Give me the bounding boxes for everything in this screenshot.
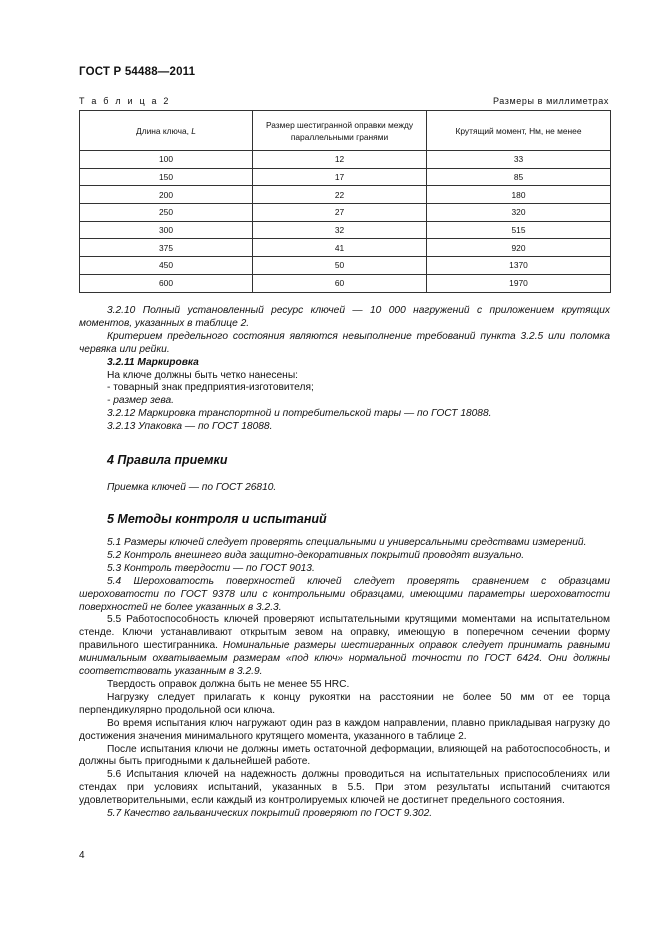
cell-torque: 320: [427, 204, 611, 222]
heading-3-2-11: 3.2.11 Маркировка: [107, 356, 199, 368]
column-header-mandrel-size: Размер шестигранной оправки между параллельными гранями: [253, 111, 427, 151]
cell-length: 450: [80, 257, 253, 275]
cell-length: 600: [80, 274, 253, 292]
paragraph-5-5: [79, 614, 610, 679]
paragraph-loading: Во время испытания ключ нагружают один раз в каждом направлении, плавно прикладывая нагрузку до достижения значения минимального крутящего момента, указанного в таблице 2.: [79, 717, 610, 742]
cell-mandrel-size: 32: [253, 221, 427, 239]
paragraph-3-2-13: 3.2.13 Упаковка — по ГОСТ 18088.: [107, 421, 273, 433]
paragraph-acceptance: Приемка ключей — по ГОСТ 26810.: [107, 482, 277, 493]
cell-mandrel-size: 27: [253, 204, 427, 222]
table-row: [80, 168, 611, 186]
section-3-text: [79, 305, 610, 434]
cell-mandrel-size: 60: [253, 274, 427, 292]
table-row: [80, 257, 611, 275]
section-5-title: 5 Методы контроля и испытаний: [107, 512, 327, 526]
cell-torque: 920: [427, 239, 611, 257]
paragraph-5-5-regular: 5.5 Работоспособность ключей проверяют испытательными крутящими моментами на испытательном стенде. Ключи устанавливают открытым зевом на оправку, имеющую в поперечном сечении форму правильного шестигранника.: [79, 614, 610, 652]
cell-length: 100: [80, 151, 253, 169]
paragraph-3-2-10: 3.2.10 Полный установленный ресурс ключей — 10 000 нагружений с приложением крутящих моментов, указанных в таблице 2.: [79, 305, 610, 329]
paragraph-5-1: 5.1 Размеры ключей следует проверять специальными и универсальными средствами измерений.: [107, 537, 587, 548]
table-row: [80, 204, 611, 222]
paragraph-hardness: Твердость оправок должна быть не менее 55 HRC.: [107, 678, 350, 690]
paragraph-5-6: 5.6 Испытания ключей на надежность должны проводиться на испытательных приспособлениях или стендах при условиях испытаний, указанных в 5.5. При этом результаты испытаний считаются удовлетворительными, если каждый из контролируемых ключей не достигнет предельного состояния.: [79, 769, 610, 807]
cell-length: 250: [80, 204, 253, 222]
standard-header: ГОСТ Р 54488—2011: [79, 66, 196, 78]
table-units-note: Размеры в миллиметрах: [492, 96, 609, 106]
cell-mandrel-size: 17: [253, 168, 427, 186]
table-body: [80, 151, 611, 293]
table-label: Т а б л и ц а 2: [79, 96, 171, 106]
cell-torque: 1370: [427, 257, 611, 275]
paragraph-5-5-italic: Номинальные размеры шестигранных оправок следует принимать равными минимальным охватываемым размерам «под ключ» нормальной точности по ГОСТ 6424. Они должны соответствовать указанным в 3.2.9.: [79, 640, 610, 678]
column-header-torque: Крутящий момент, Нм, не менее: [427, 111, 611, 151]
paragraph-marking-intro: На ключе должны быть четко нанесены:: [107, 369, 298, 381]
paragraph-5-2: 5.2 Контроль внешнего вида защитно-декоративных покрытий проводят визуально.: [107, 549, 525, 561]
marking-list-item: - товарный знак предприятия-изготовителя;: [107, 382, 314, 394]
paragraph-load: Нагрузку следует прилагать к концу рукоятки на расстоянии не более 50 мм от ее торца перпендикулярно продольной оси ключа.: [79, 691, 610, 716]
cell-torque: 180: [427, 186, 611, 204]
cell-length: 300: [80, 221, 253, 239]
paragraph-5-3: 5.3 Контроль твердости — по ГОСТ 9013.: [107, 562, 315, 574]
page-number: 4: [79, 850, 85, 861]
section-4-text: [79, 482, 610, 495]
table-row: [80, 186, 611, 204]
section-5-text: [79, 537, 610, 821]
cell-mandrel-size: 12: [253, 151, 427, 169]
section-4-title: 4 Правила приемки: [107, 453, 228, 467]
table-row: [80, 239, 611, 257]
cell-mandrel-size: 50: [253, 257, 427, 275]
paragraph-5-4: 5.4 Шероховатость поверхностей ключей следует проверять сравнением с образцами шероховатости по ГОСТ 9378 или с контрольными образцами, имеющими параметры шероховатости поверхностей не более указанных в 3.2.3.: [79, 575, 610, 613]
table-row: [80, 151, 611, 169]
paragraph-3-2-12: 3.2.12 Маркировка транспортной и потребительской тары — по ГОСТ 18088.: [107, 408, 492, 420]
dimensions-table: [79, 110, 611, 293]
cell-torque: 1970: [427, 274, 611, 292]
cell-length: 200: [80, 186, 253, 204]
cell-torque: 33: [427, 151, 611, 169]
paragraph-criteria: Критерием предельного состояния являются невыполнение требований пункта 3.2.5 или поломка червяка или рейки.: [79, 330, 610, 355]
cell-length: 375: [80, 239, 253, 257]
cell-length: 150: [80, 168, 253, 186]
table-row: [80, 221, 611, 239]
cell-torque: 515: [427, 221, 611, 239]
marking-list-item: - размер зева.: [107, 395, 174, 407]
cell-mandrel-size: 41: [253, 239, 427, 257]
paragraph-after-test: После испытания ключи не должны иметь остаточной деформации, влияющей на работоспособность, и должны быть пригодными к дальнейшей работе.: [79, 743, 610, 768]
cell-mandrel-size: 22: [253, 186, 427, 204]
table-header-row: [80, 111, 611, 151]
cell-torque: 85: [427, 168, 611, 186]
column-header-length: Длина ключа, L: [80, 111, 253, 151]
table-row: [80, 274, 611, 292]
paragraph-5-7: 5.7 Качество гальванических покрытий проверяют по ГОСТ 9.302.: [107, 808, 433, 820]
